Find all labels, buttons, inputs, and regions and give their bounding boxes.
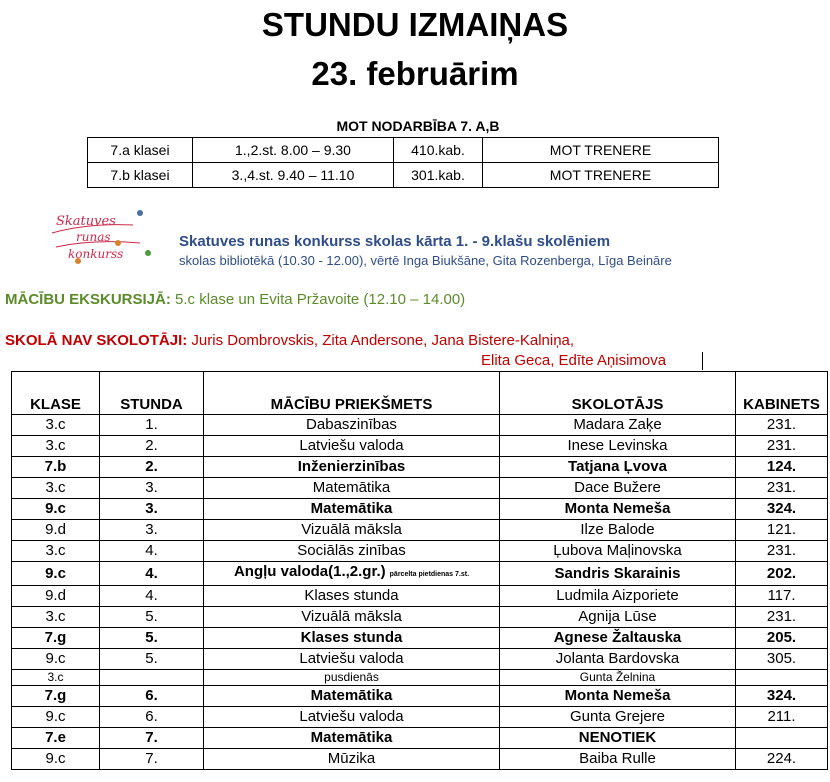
table-cell: 205. xyxy=(736,628,828,649)
table-cell: Klases stunda xyxy=(204,628,500,649)
logo-word-2: runas xyxy=(76,230,111,244)
table-cell: 4. xyxy=(100,586,204,607)
table-row xyxy=(12,478,828,499)
table-cell: 3. xyxy=(100,478,204,499)
table-cell: 3. xyxy=(100,499,204,520)
table-cell: Dabaszinības xyxy=(204,415,500,436)
table-cell: Mūzika xyxy=(204,749,500,770)
table-cell xyxy=(204,562,500,586)
excursion-line xyxy=(5,291,465,308)
table-cell: 9.c xyxy=(12,499,100,520)
absent-label: SKOLĀ NAV SKOLOTĀJI: xyxy=(5,332,188,349)
table-row xyxy=(12,670,828,686)
mot-row xyxy=(88,138,719,163)
mot-table xyxy=(87,137,719,188)
table-cell: Monta Nemeša xyxy=(500,499,736,520)
table-cell: 231. xyxy=(736,415,828,436)
table-cell: 124. xyxy=(736,457,828,478)
table-cell: 6. xyxy=(100,707,204,728)
table-cell: Tatjana Ļvova xyxy=(500,457,736,478)
mot-title: MOT NODARBĪBA 7. A,B xyxy=(336,118,500,134)
table-cell: 224. xyxy=(736,749,828,770)
table-cell: 5. xyxy=(100,628,204,649)
table-cell: 3.c xyxy=(12,415,100,436)
table-cell: 3.c xyxy=(12,670,100,686)
table-cell: Latviešu valoda xyxy=(204,436,500,457)
table-cell: 231. xyxy=(736,478,828,499)
table-cell: Agnese Žaltauska xyxy=(500,628,736,649)
table-cell: Jolanta Bardovska xyxy=(500,649,736,670)
table-cell: Inženierzinības xyxy=(204,457,500,478)
table-cell: Matemātika xyxy=(204,499,500,520)
table-cell: Matemātika xyxy=(204,686,500,707)
table-cell: 9.c xyxy=(12,562,100,586)
mot-cell: 7.a klasei xyxy=(88,138,193,163)
contest-title: Skatuves runas konkurss skolas kārta 1. - 9.klašu skolēniem xyxy=(179,233,611,250)
column-header: STUNDA xyxy=(100,372,204,415)
table-cell: 2. xyxy=(100,457,204,478)
table-cell: Sandris Skarainis xyxy=(500,562,736,586)
table-cell xyxy=(100,670,204,686)
table-cell: 231. xyxy=(736,607,828,628)
table-cell: 7. xyxy=(100,749,204,770)
table-row xyxy=(12,749,828,770)
absent-line xyxy=(5,332,574,349)
table-cell: 324. xyxy=(736,499,828,520)
table-cell: Vizuālā māksla xyxy=(204,607,500,628)
table-cell: Ilze Balode xyxy=(500,520,736,541)
table-cell: Dace Bužere xyxy=(500,478,736,499)
table-row xyxy=(12,607,828,628)
mot-cell: MOT TRENERE xyxy=(483,138,719,163)
table-row xyxy=(12,707,828,728)
table-cell: 324. xyxy=(736,686,828,707)
table-cell: 4. xyxy=(100,562,204,586)
column-header: KLASE xyxy=(12,372,100,415)
table-cell: 3.c xyxy=(12,607,100,628)
table-row xyxy=(12,562,828,586)
table-cell: Latviešu valoda xyxy=(204,649,500,670)
table-cell: 9.c xyxy=(12,749,100,770)
table-cell: 9.c xyxy=(12,707,100,728)
table-cell: Latviešu valoda xyxy=(204,707,500,728)
subject-note: pārcelta pietdienas 7.st. xyxy=(389,571,470,578)
text-cursor xyxy=(702,352,703,370)
table-cell: Ludmila Aizporiete xyxy=(500,586,736,607)
table-row xyxy=(12,415,828,436)
table-cell: 121. xyxy=(736,520,828,541)
table-cell: Klases stunda xyxy=(204,586,500,607)
contest-logo xyxy=(48,203,159,267)
mot-cell: 7.b klasei xyxy=(88,163,193,188)
table-row xyxy=(12,628,828,649)
table-cell xyxy=(736,728,828,749)
table-cell: 7.b xyxy=(12,457,100,478)
mot-cell: 3.,4.st. 9.40 – 11.10 xyxy=(193,163,394,188)
table-cell: Gunta Grejere xyxy=(500,707,736,728)
table-cell: 4. xyxy=(100,541,204,562)
schedule-table xyxy=(11,371,828,770)
table-row xyxy=(12,649,828,670)
contest-details: skolas bibliotēkā (10.30 - 12.00), vērtē Inga Biukšāne, Gita Rozenberga, Līga Beināre xyxy=(179,253,672,268)
table-row xyxy=(12,499,828,520)
table-cell: 7.e xyxy=(12,728,100,749)
subject-text: Angļu valoda(1.,2.gr.) xyxy=(233,563,386,580)
absent-names-2: Elita Geca, Edīte Aņisimova xyxy=(481,352,667,369)
absent-names-1: Juris Dombrovskis, Zita Andersone, Jana Bistere-Kalniņa, xyxy=(187,332,575,349)
mot-row xyxy=(88,163,719,188)
logo-word-3: konkurss xyxy=(68,247,124,261)
table-cell: 3.c xyxy=(12,478,100,499)
table-cell: 117. xyxy=(736,586,828,607)
table-row xyxy=(12,586,828,607)
table-row xyxy=(12,520,828,541)
table-cell: NENOTIEK xyxy=(500,728,736,749)
table-cell: 2. xyxy=(100,436,204,457)
table-cell: Madara Zaķe xyxy=(500,415,736,436)
page-date: 23. februārim xyxy=(311,55,519,92)
table-row xyxy=(12,436,828,457)
table-row xyxy=(12,728,828,749)
mot-cell: MOT TRENERE xyxy=(483,163,719,188)
mot-cell: 301.kab. xyxy=(394,163,483,188)
table-cell: Matemātika xyxy=(204,728,500,749)
table-cell: 7.g xyxy=(12,686,100,707)
table-cell: 3.c xyxy=(12,541,100,562)
table-cell: 3. xyxy=(100,520,204,541)
table-cell: Agnija Lūse xyxy=(500,607,736,628)
table-cell: Inese Levinska xyxy=(500,436,736,457)
mot-cell: 410.kab. xyxy=(394,138,483,163)
column-header: SKOLOTĀJS xyxy=(500,372,736,415)
mot-cell: 1.,2.st. 8.00 – 9.30 xyxy=(193,138,394,163)
table-cell xyxy=(736,670,828,686)
table-cell: 202. xyxy=(736,562,828,586)
column-header: MĀCĪBU PRIEKŠMETS xyxy=(204,372,500,415)
table-cell: Matemātika xyxy=(204,478,500,499)
table-cell: 1. xyxy=(100,415,204,436)
table-cell: Vizuālā māksla xyxy=(204,520,500,541)
table-cell: 5. xyxy=(100,649,204,670)
table-cell: 231. xyxy=(736,541,828,562)
logo-word-1: Skatuves xyxy=(56,214,116,229)
column-header: KABINETS xyxy=(736,372,828,415)
table-cell: 3.c xyxy=(12,436,100,457)
table-cell: pusdienās xyxy=(204,670,500,686)
table-cell: 9.c xyxy=(12,649,100,670)
table-row xyxy=(12,457,828,478)
table-cell: 211. xyxy=(736,707,828,728)
table-cell: Sociālās zinības xyxy=(204,541,500,562)
table-row xyxy=(12,541,828,562)
table-cell: 9.d xyxy=(12,520,100,541)
table-cell: Gunta Želnina xyxy=(500,670,736,686)
table-cell: Monta Nemeša xyxy=(500,686,736,707)
table-cell: 5. xyxy=(100,607,204,628)
table-cell: 305. xyxy=(736,649,828,670)
excursion-text: 5.c klase un Evita Pržavoite (12.10 – 14.00) xyxy=(170,291,466,308)
table-cell: 6. xyxy=(100,686,204,707)
table-cell: 231. xyxy=(736,436,828,457)
excursion-label: MĀCĪBU EKSKURSIJĀ: xyxy=(5,291,171,308)
table-cell: Ļubova Maļinovska xyxy=(500,541,736,562)
page-title: STUNDU IZMAIŅAS xyxy=(261,6,569,43)
table-row xyxy=(12,686,828,707)
table-cell: 9.d xyxy=(12,586,100,607)
table-cell: 7. xyxy=(100,728,204,749)
table-cell: Baiba Rulle xyxy=(500,749,736,770)
table-cell: 7.g xyxy=(12,628,100,649)
